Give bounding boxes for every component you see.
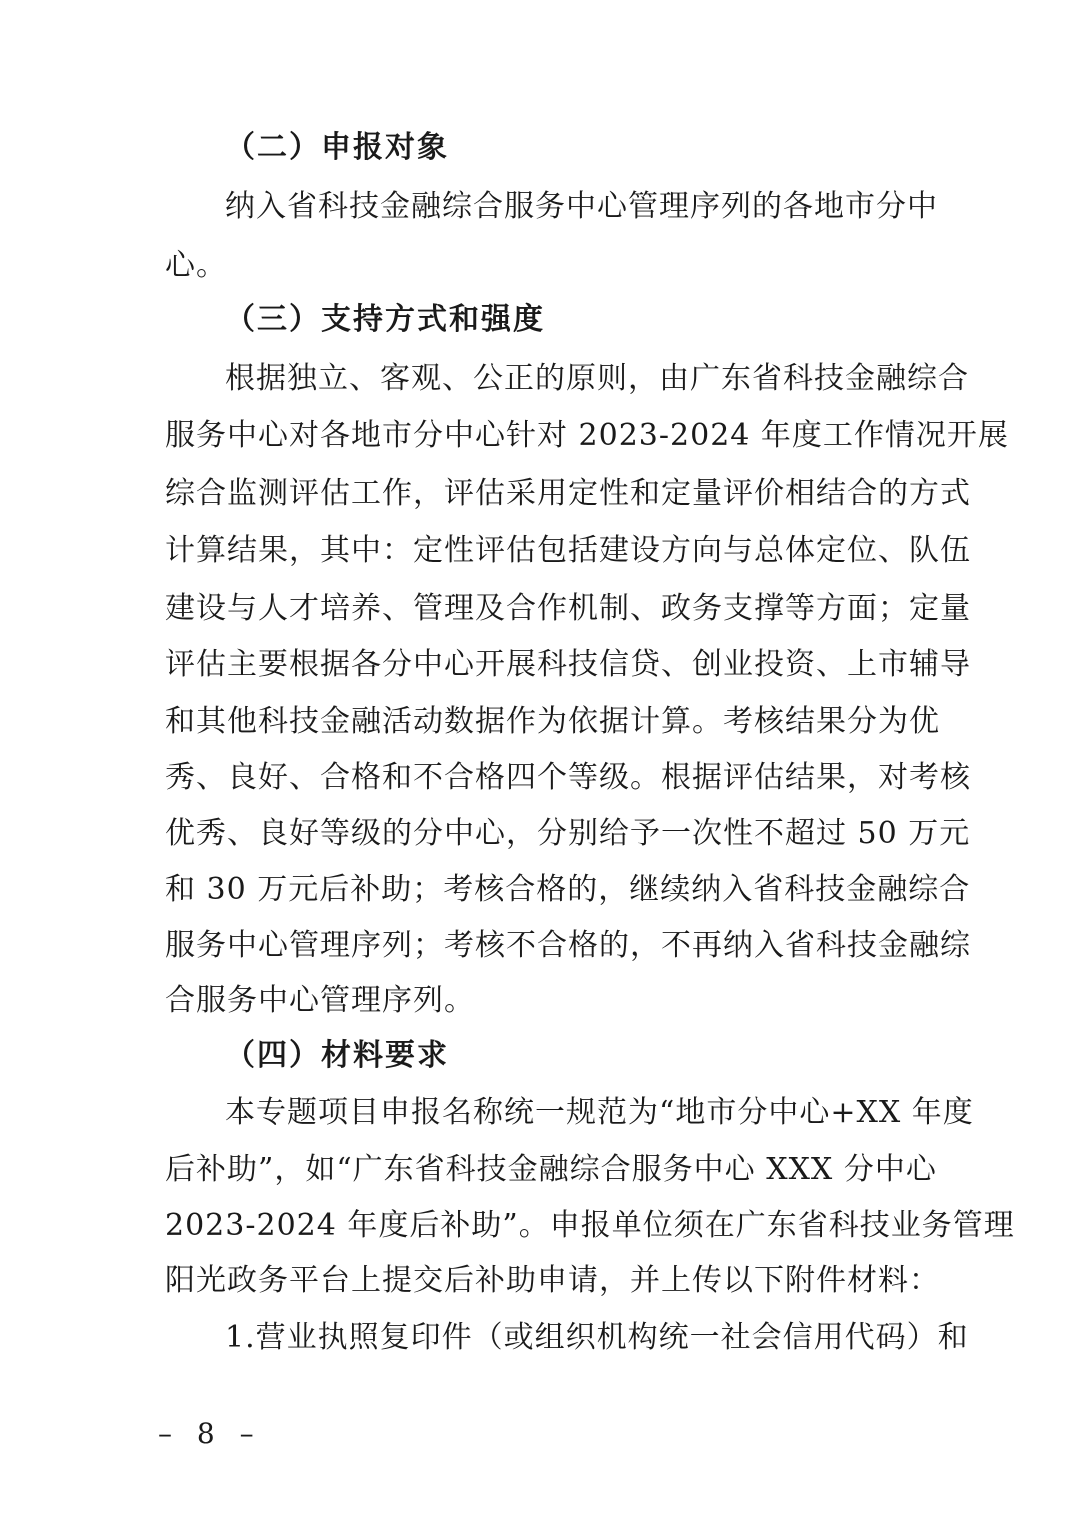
paragraph-line: 纳入省科技金融综合服务中心管理序列的各地市分中 [225, 189, 938, 224]
page-number: – 8 – [158, 1417, 262, 1450]
paragraph-line: 秀、良好、合格和不合格四个等级。根据评估结果，对考核 [165, 760, 971, 795]
paragraph-line: 和 30 万元后补助；考核合格的，继续纳入省科技金融综合 [165, 872, 971, 907]
paragraph-line: 计算结果，其中：定性评估包括建设方向与总体定位、队伍 [165, 533, 971, 568]
paragraph-line: 综合监测评估工作，评估采用定性和定量评价相结合的方式 [165, 476, 971, 511]
section-heading-2: （二）申报对象 [225, 130, 449, 165]
paragraph-line: 本专题项目申报名称统一规范为“地市分中心+XX 年度 [225, 1095, 974, 1130]
paragraph-line: 服务中心对各地市分中心针对 2023-2024 年度工作情况开展 [165, 418, 1009, 453]
section-heading-3: （三）支持方式和强度 [225, 302, 545, 337]
paragraph-line: 后补助”，如“广东省科技金融综合服务中心 XXX 分中心 [165, 1152, 937, 1187]
paragraph-line: 1.营业执照复印件（或组织机构统一社会信用代码）和 [225, 1320, 969, 1355]
paragraph-line: 服务中心管理序列；考核不合格的，不再纳入省科技金融综 [165, 928, 971, 963]
paragraph-line: 合服务中心管理序列。 [165, 983, 475, 1018]
section-heading-4: （四）材料要求 [225, 1038, 449, 1073]
paragraph-line: 根据独立、客观、公正的原则，由广东省科技金融综合 [225, 361, 969, 396]
paragraph-line: 优秀、良好等级的分中心，分别给予一次性不超过 50 万元 [165, 816, 971, 851]
paragraph-line: 建设与人才培养、管理及合作机制、政务支撑等方面；定量 [165, 591, 971, 626]
paragraph-line: 2023-2024 年度后补助”。申报单位须在广东省科技业务管理 [165, 1208, 1015, 1243]
paragraph-line: 评估主要根据各分中心开展科技信贷、创业投资、上市辅导 [165, 647, 971, 682]
paragraph-line: 阳光政务平台上提交后补助申请，并上传以下附件材料： [165, 1263, 940, 1298]
paragraph-line: 和其他科技金融活动数据作为依据计算。考核结果分为优 [165, 704, 940, 739]
paragraph-line: 心。 [165, 248, 227, 283]
